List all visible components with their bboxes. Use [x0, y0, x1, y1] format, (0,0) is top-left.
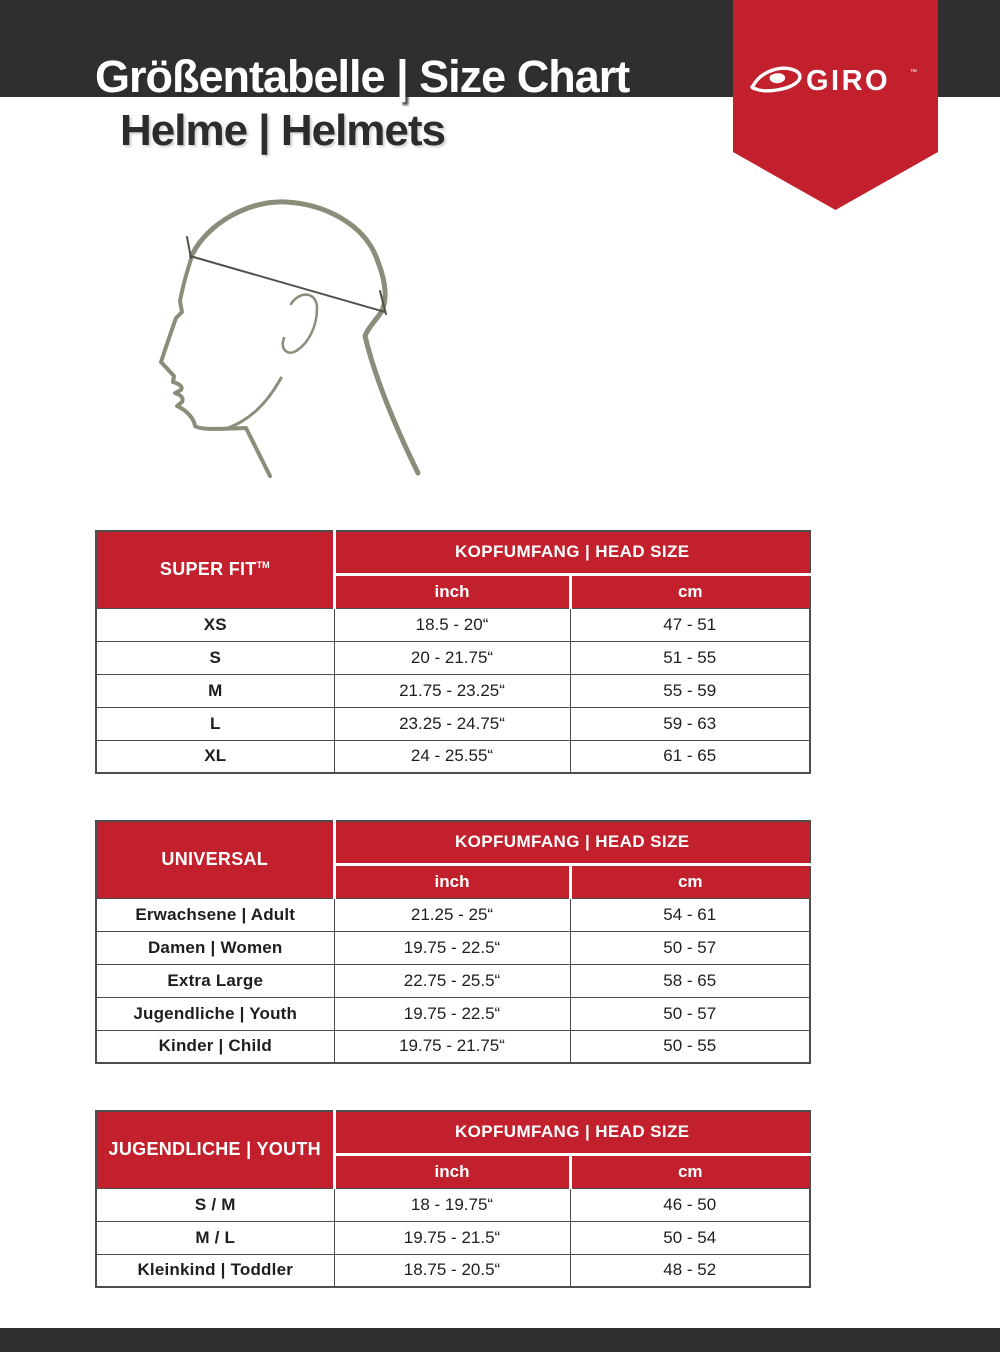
- face-outline: [161, 253, 270, 476]
- inch-value: 21.75 - 23.25“: [334, 674, 570, 707]
- giro-eye-icon: [752, 68, 800, 91]
- table-row: [96, 1030, 810, 1063]
- size-label: Kleinkind | Toddler: [96, 1254, 334, 1287]
- col-header-cm: cm: [570, 864, 810, 898]
- cm-value: 47 - 51: [570, 608, 810, 641]
- cm-value: 58 - 65: [570, 964, 810, 997]
- table-row: [96, 997, 810, 1030]
- head-size-header: KOPFUMFANG | HEAD SIZE: [334, 1111, 810, 1154]
- inch-value: 23.25 - 24.75“: [334, 707, 570, 740]
- table-row: [96, 1254, 810, 1287]
- table-group-header: JUGENDLICHE | YOUTH: [96, 1111, 334, 1188]
- table-group-header: UNIVERSAL: [96, 821, 334, 898]
- cm-value: 48 - 52: [570, 1254, 810, 1287]
- brand-ribbon: [733, 0, 938, 210]
- table-row: [96, 740, 810, 773]
- page-subtitle: Helme | Helmets: [120, 106, 446, 155]
- skull-outline: [193, 202, 418, 473]
- size-label: XS: [96, 608, 334, 641]
- col-header-cm: cm: [570, 574, 810, 608]
- cm-value: 51 - 55: [570, 641, 810, 674]
- cm-value: 61 - 65: [570, 740, 810, 773]
- cm-value: 46 - 50: [570, 1188, 810, 1221]
- jaw-line: [228, 378, 281, 428]
- cm-value: 59 - 63: [570, 707, 810, 740]
- page-title: Größentabelle | Size Chart: [95, 51, 630, 102]
- head-size-header: KOPFUMFANG | HEAD SIZE: [334, 531, 810, 574]
- cm-value: 50 - 57: [570, 931, 810, 964]
- inch-value: 20 - 21.75“: [334, 641, 570, 674]
- cm-value: 50 - 57: [570, 997, 810, 1030]
- table-row: [96, 707, 810, 740]
- size-label: M: [96, 674, 334, 707]
- inch-value: 22.75 - 25.5“: [334, 964, 570, 997]
- table-row: [96, 964, 810, 997]
- size-label: S / M: [96, 1188, 334, 1221]
- col-header-inch: inch: [334, 1154, 570, 1188]
- size-label: L: [96, 707, 334, 740]
- inch-value: 19.75 - 21.5“: [334, 1221, 570, 1254]
- table-row: [96, 1188, 810, 1221]
- inch-value: 18.5 - 20“: [334, 608, 570, 641]
- giro-tm: ™: [910, 69, 917, 76]
- cm-value: 55 - 59: [570, 674, 810, 707]
- size-label: Damen | Women: [96, 931, 334, 964]
- size-label: Erwachsene | Adult: [96, 898, 334, 931]
- inch-value: 18 - 19.75“: [334, 1188, 570, 1221]
- table-youth: [95, 1110, 811, 1288]
- size-label: Kinder | Child: [96, 1030, 334, 1063]
- col-header-cm: cm: [570, 1154, 810, 1188]
- col-header-inch: inch: [334, 574, 570, 608]
- table-row: [96, 898, 810, 931]
- table-group-header: SUPER FIT™: [96, 531, 334, 608]
- measuring-line: [190, 256, 385, 312]
- inch-value: 18.75 - 20.5“: [334, 1254, 570, 1287]
- size-label: XL: [96, 740, 334, 773]
- size-label: Extra Large: [96, 964, 334, 997]
- col-header-inch: inch: [334, 864, 570, 898]
- inch-value: 19.75 - 22.5“: [334, 997, 570, 1030]
- measuring-tick-left: [187, 237, 191, 258]
- table-row: [96, 931, 810, 964]
- table-row: [96, 674, 810, 707]
- size-label: S: [96, 641, 334, 674]
- inch-value: 21.25 - 25“: [334, 898, 570, 931]
- cm-value: 50 - 55: [570, 1030, 810, 1063]
- head-illustration: [128, 190, 448, 490]
- inch-value: 19.75 - 22.5“: [334, 931, 570, 964]
- giro-logo: [750, 62, 920, 100]
- giro-wordmark: GIRO: [806, 65, 891, 97]
- inch-value: 19.75 - 21.75“: [334, 1030, 570, 1063]
- table-row: [96, 1221, 810, 1254]
- cm-value: 50 - 54: [570, 1221, 810, 1254]
- table-row: [96, 608, 810, 641]
- bottom-banner: [0, 1328, 1000, 1352]
- table-universal: [95, 820, 811, 1064]
- inch-value: 24 - 25.55“: [334, 740, 570, 773]
- size-label: M / L: [96, 1221, 334, 1254]
- ear: [283, 295, 317, 353]
- table-row: [96, 641, 810, 674]
- table-super-fit: [95, 530, 811, 774]
- size-label: Jugendliche | Youth: [96, 997, 334, 1030]
- cm-value: 54 - 61: [570, 898, 810, 931]
- head-size-header: KOPFUMFANG | HEAD SIZE: [334, 821, 810, 864]
